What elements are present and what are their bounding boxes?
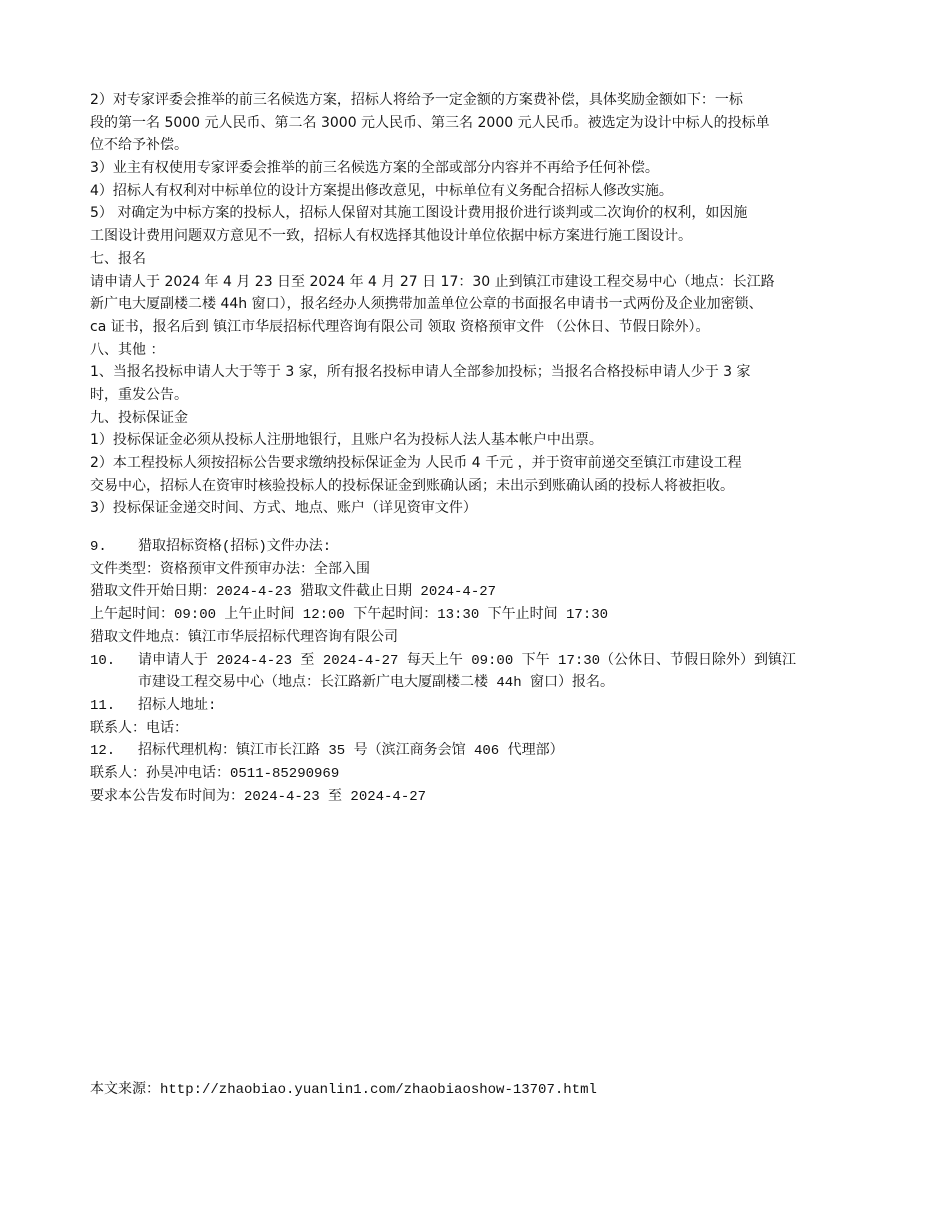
paragraph-gap xyxy=(90,520,870,536)
source-footer: 本文来源：http://zhaobiao.yuanlin1.com/zhaobiaoshow-13707.html xyxy=(90,1082,597,1098)
item-9-number: 9. xyxy=(90,539,107,556)
item-11-number: 11. xyxy=(90,697,116,714)
section-8-line-1: 1、当报名投标申请人大于等于 3 家，所有报名投标申请人全部参加投标；当报名合格投标申请人少于 3 家 xyxy=(90,364,751,381)
section-9-item-2-line-1: 2）本工程投标人须按招标公告要求缴纳投标保证金为 人民币 4 千元 ，并于资审前递交至镇江市建设工程 xyxy=(90,455,742,471)
section-8-line-2: 时，重发公告。 xyxy=(90,386,188,403)
item-9-text: 猎取招标资格(招标)文件办法: xyxy=(138,539,332,556)
section-9-item-1: 1）投标保证金必须从投标人注册地银行，且账户名为投标人法人基本帐户中出票。 xyxy=(90,432,603,449)
prize-paragraph-line-3: 位不给予补偿。 xyxy=(90,137,188,154)
item-12 xyxy=(90,740,870,763)
section-8-heading: 八、其他 ： xyxy=(90,341,165,358)
item-12-text: 招标代理机构：镇江市长江路 35 号（滨江商务会馆 406 代理部） xyxy=(138,743,564,760)
section-9-heading: 九、投标保证金 xyxy=(90,409,188,426)
section-7-line-3: ca 证书，报名后到 镇江市华辰招标代理咨询有限公司 领取 资格预审文件 （公休日、节假日除外）。 xyxy=(90,318,710,335)
rights-item-4: 4）招标人有权利对中标单位的设计方案提出修改意见，中标单位有义务配合招标人修改实施。 xyxy=(90,182,673,199)
item-11-text: 招标人地址: xyxy=(138,697,217,714)
contact-1: 联系人：电话： xyxy=(90,720,188,737)
file-dates: 猎取文件开始日期：2024-4-23 猎取文件截止日期 2024-4-27 xyxy=(90,584,497,601)
item-10-text-cont: 市建设工程交易中心（地点：长江路新广电大厦副楼二楼 44h 窗口）报名。 xyxy=(138,675,615,692)
prize-paragraph-line-2: 段的第一名 5000 元人民币、第二名 3000 元人民币、第三名 2000 元人民币。被选定为设计中标人的投标单 xyxy=(90,114,770,131)
item-10-line-1 xyxy=(90,650,870,673)
document-body xyxy=(90,89,870,808)
section-7-line-1: 请申请人于 2024 年 4 月 23 日至 2024 年 4 月 27 日 17：30 止到镇江市建设工程交易中心（地点：长江路 xyxy=(90,273,775,290)
item-12-number: 12. xyxy=(90,743,116,760)
item-10-text: 请申请人于 2024-4-23 至 2024-4-27 每天上午 09:00 下午 17:30（公休日、节假日除外）到镇江 xyxy=(138,652,797,669)
file-location: 猎取文件地点：镇江市华辰招标代理咨询有限公司 xyxy=(90,629,398,646)
item-10-number: 10. xyxy=(90,652,116,669)
contact-2: 联系人：孙昊冲电话：0511-85290969 xyxy=(90,765,340,782)
publish-period: 要求本公告发布时间为：2024-4-23 至 2024-4-27 xyxy=(90,788,427,805)
item-10-line-2 xyxy=(90,672,870,695)
section-7-line-2: 新广电大厦副楼二楼 44h 窗口），报名经办人须携带加盖单位公章的书面报名申请书一式两份及企业加密锁、 xyxy=(90,296,763,313)
item-9 xyxy=(90,536,870,559)
file-times: 上午起时间：09:00 上午止时间 12:00 下午起时间：13:30 下午止时间 17:30 xyxy=(90,607,609,624)
item-11 xyxy=(90,695,870,718)
file-type: 文件类型：资格预审文件预审办法：全部入围 xyxy=(90,561,370,578)
section-7-heading: 七、报名 xyxy=(90,250,146,267)
rights-item-5-line-1: 5） 对确定为中标方案的投标人，招标人保留对其施工图设计费用报价进行谈判或二次询价的权利，如因施 xyxy=(90,205,748,222)
rights-item-3: 3）业主有权使用专家评委会推举的前三名候选方案的全部或部分内容并不再给予任何补偿。 xyxy=(90,160,659,177)
section-9-item-2-line-2: 交易中心，招标人在资审时核验投标人的投标保证金到账确认函；未出示到账确认函的投标人将被拒收。 xyxy=(90,477,734,494)
rights-item-5-line-2: 工图设计费用问题双方意见不一致，招标人有权选择其他设计单位依据中标方案进行施工图设计。 xyxy=(90,228,692,245)
section-9-item-3: 3）投标保证金递交时间、方式、地点、账户（详见资审文件） xyxy=(90,500,477,517)
prize-paragraph-line-1: 2）对专家评委会推举的前三名候选方案，招标人将给予一定金额的方案费补偿，具体奖励金额如下：一标 xyxy=(90,92,743,108)
